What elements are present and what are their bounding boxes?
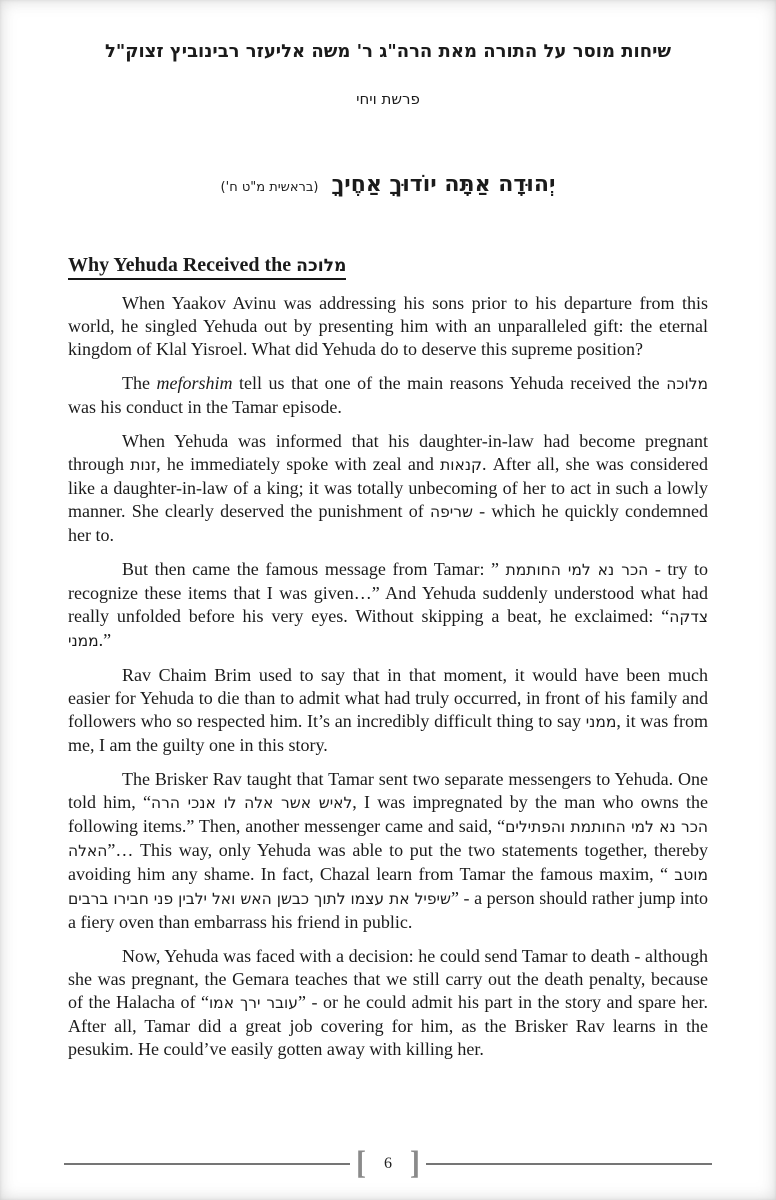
pasuk-citation: (בראשית מ"ט ח') xyxy=(220,180,319,195)
page-footer xyxy=(64,1142,712,1186)
text-run: ”… This way, only Yehuda was able to put the two statements together, thereby avoiding him any shame. In fact, Chazal learn from Tamar the famous maxim, “ xyxy=(68,840,708,884)
text-run: - try to recognize these items that I was given…” And Yehuda suddenly understood what had really unfolded before his very eyes. Without skipping a beat, he exclaimed: “ xyxy=(68,559,708,626)
hebrew-term: צדקה ממני xyxy=(68,608,708,650)
hebrew-term: הכר נא למי החותמת xyxy=(505,561,649,579)
hebrew-term: שריפה xyxy=(430,503,473,521)
document-header-title: שיחות מוסר על התורה מאת הרה"ג ר' משה אליעזר רבינוביץ זצוק"ל xyxy=(104,41,672,62)
text-run: was his conduct in the Tamar episode. xyxy=(68,397,342,417)
paragraph xyxy=(68,768,708,934)
hebrew-term: הכר נא למי החותמת והפתילים האלה xyxy=(68,818,708,860)
text-run: - which he quickly condemned her to. xyxy=(68,501,708,545)
section-heading-english: Why Yehuda Received the xyxy=(68,254,297,276)
text-run: Now, Yehuda was faced with a decision: he could send Tamar to death - although she was pregnant, the Gemara teaches that we still carry out the death penalty, because of the Halacha of “ xyxy=(68,946,708,1012)
footer-rule-left xyxy=(64,1163,350,1165)
hebrew-term: לאיש אשר אלה לו אנכי הרה xyxy=(151,794,353,812)
parsha-subtitle: פרשת ויחי xyxy=(356,90,420,108)
paragraph xyxy=(68,372,708,419)
body-paragraphs xyxy=(68,292,708,1061)
hebrew-term: זנות xyxy=(130,456,157,474)
pasuk-title xyxy=(68,167,708,206)
text-run: , he immediately spoke with zeal and xyxy=(156,454,441,474)
hebrew-term: עובר ירך אמו xyxy=(208,994,298,1012)
text-run: The Brisker Rav taught that Tamar sent two separate messengers to Yehuda. One told him, “ xyxy=(68,769,708,812)
text-run: ” - or he could admit his part in the story and spare her. After all, Tamar did a great job covering for him, as the Brisker Rav learns in the pesukim. He could’ve easily gotten away with killing her. xyxy=(68,992,708,1059)
section-heading-hebrew: מלוכה xyxy=(296,256,347,276)
text-run: , it was from me, I am the guilty one in this story. xyxy=(68,711,708,755)
footer-bracket-right-icon: ] xyxy=(410,1145,420,1182)
text-run: The xyxy=(122,373,157,393)
paragraph xyxy=(68,664,708,757)
hebrew-term: ממני xyxy=(585,713,617,731)
paragraph xyxy=(68,292,708,361)
section-heading xyxy=(68,252,708,279)
paragraph xyxy=(68,945,708,1061)
text-run: Rav Chaim Brim used to say that in that moment, it would have been much easier for Yehuda to die than to admit what had truly occurred, in front of his family and followers who so respected him. It’s an incredibly difficult thing to say xyxy=(68,665,708,731)
hebrew-term: מוטב שיפיל את עצמו לתוך כבשן האש ואל ילבין פני חבירו ברבים xyxy=(68,866,708,908)
text-run: .” xyxy=(98,630,112,650)
section-heading-underline xyxy=(68,254,346,280)
text-run: When Yehuda was informed that his daughter-in-law had become pregnant through xyxy=(68,431,708,474)
text-run: , I was impregnated by the man who owns the following items.” Then, another messenger came and said, “ xyxy=(68,792,708,836)
hebrew-term: מלוכה xyxy=(666,375,709,393)
pasuk-text: יְהוּדָה אַתָּה יוֹדוּךָ אַחֶיךָ xyxy=(331,172,556,197)
paragraph xyxy=(68,430,708,547)
page-number: 6 xyxy=(384,1155,392,1172)
italic-term: meforshim xyxy=(156,373,233,393)
text-run: . After all, she was considered like a daughter-in-law of a king; it was totally unbecoming of her to act in such a lowly manner. She clearly deserved the punishment of xyxy=(68,454,708,521)
text-run: When Yaakov Avinu was addressing his sons prior to his departure from this world, he singled Yehuda out by presenting him with an unparalleled gift: the eternal kingdom of Klal Yisroel. What did Yehuda do to deserve this supreme position? xyxy=(68,293,708,359)
footer-bracket-left-icon: [ xyxy=(356,1145,366,1182)
paragraph xyxy=(68,558,708,653)
text-run: But then came the famous message from Tamar: ” xyxy=(122,559,506,579)
text-run: ” - a person should rather jump into a fiery oven than embarrass his friend in public. xyxy=(68,888,708,932)
footer-rule-right xyxy=(426,1163,712,1165)
hebrew-term: קנאות xyxy=(440,456,482,474)
text-run: tell us that one of the main reasons Yehuda received the xyxy=(232,373,667,393)
